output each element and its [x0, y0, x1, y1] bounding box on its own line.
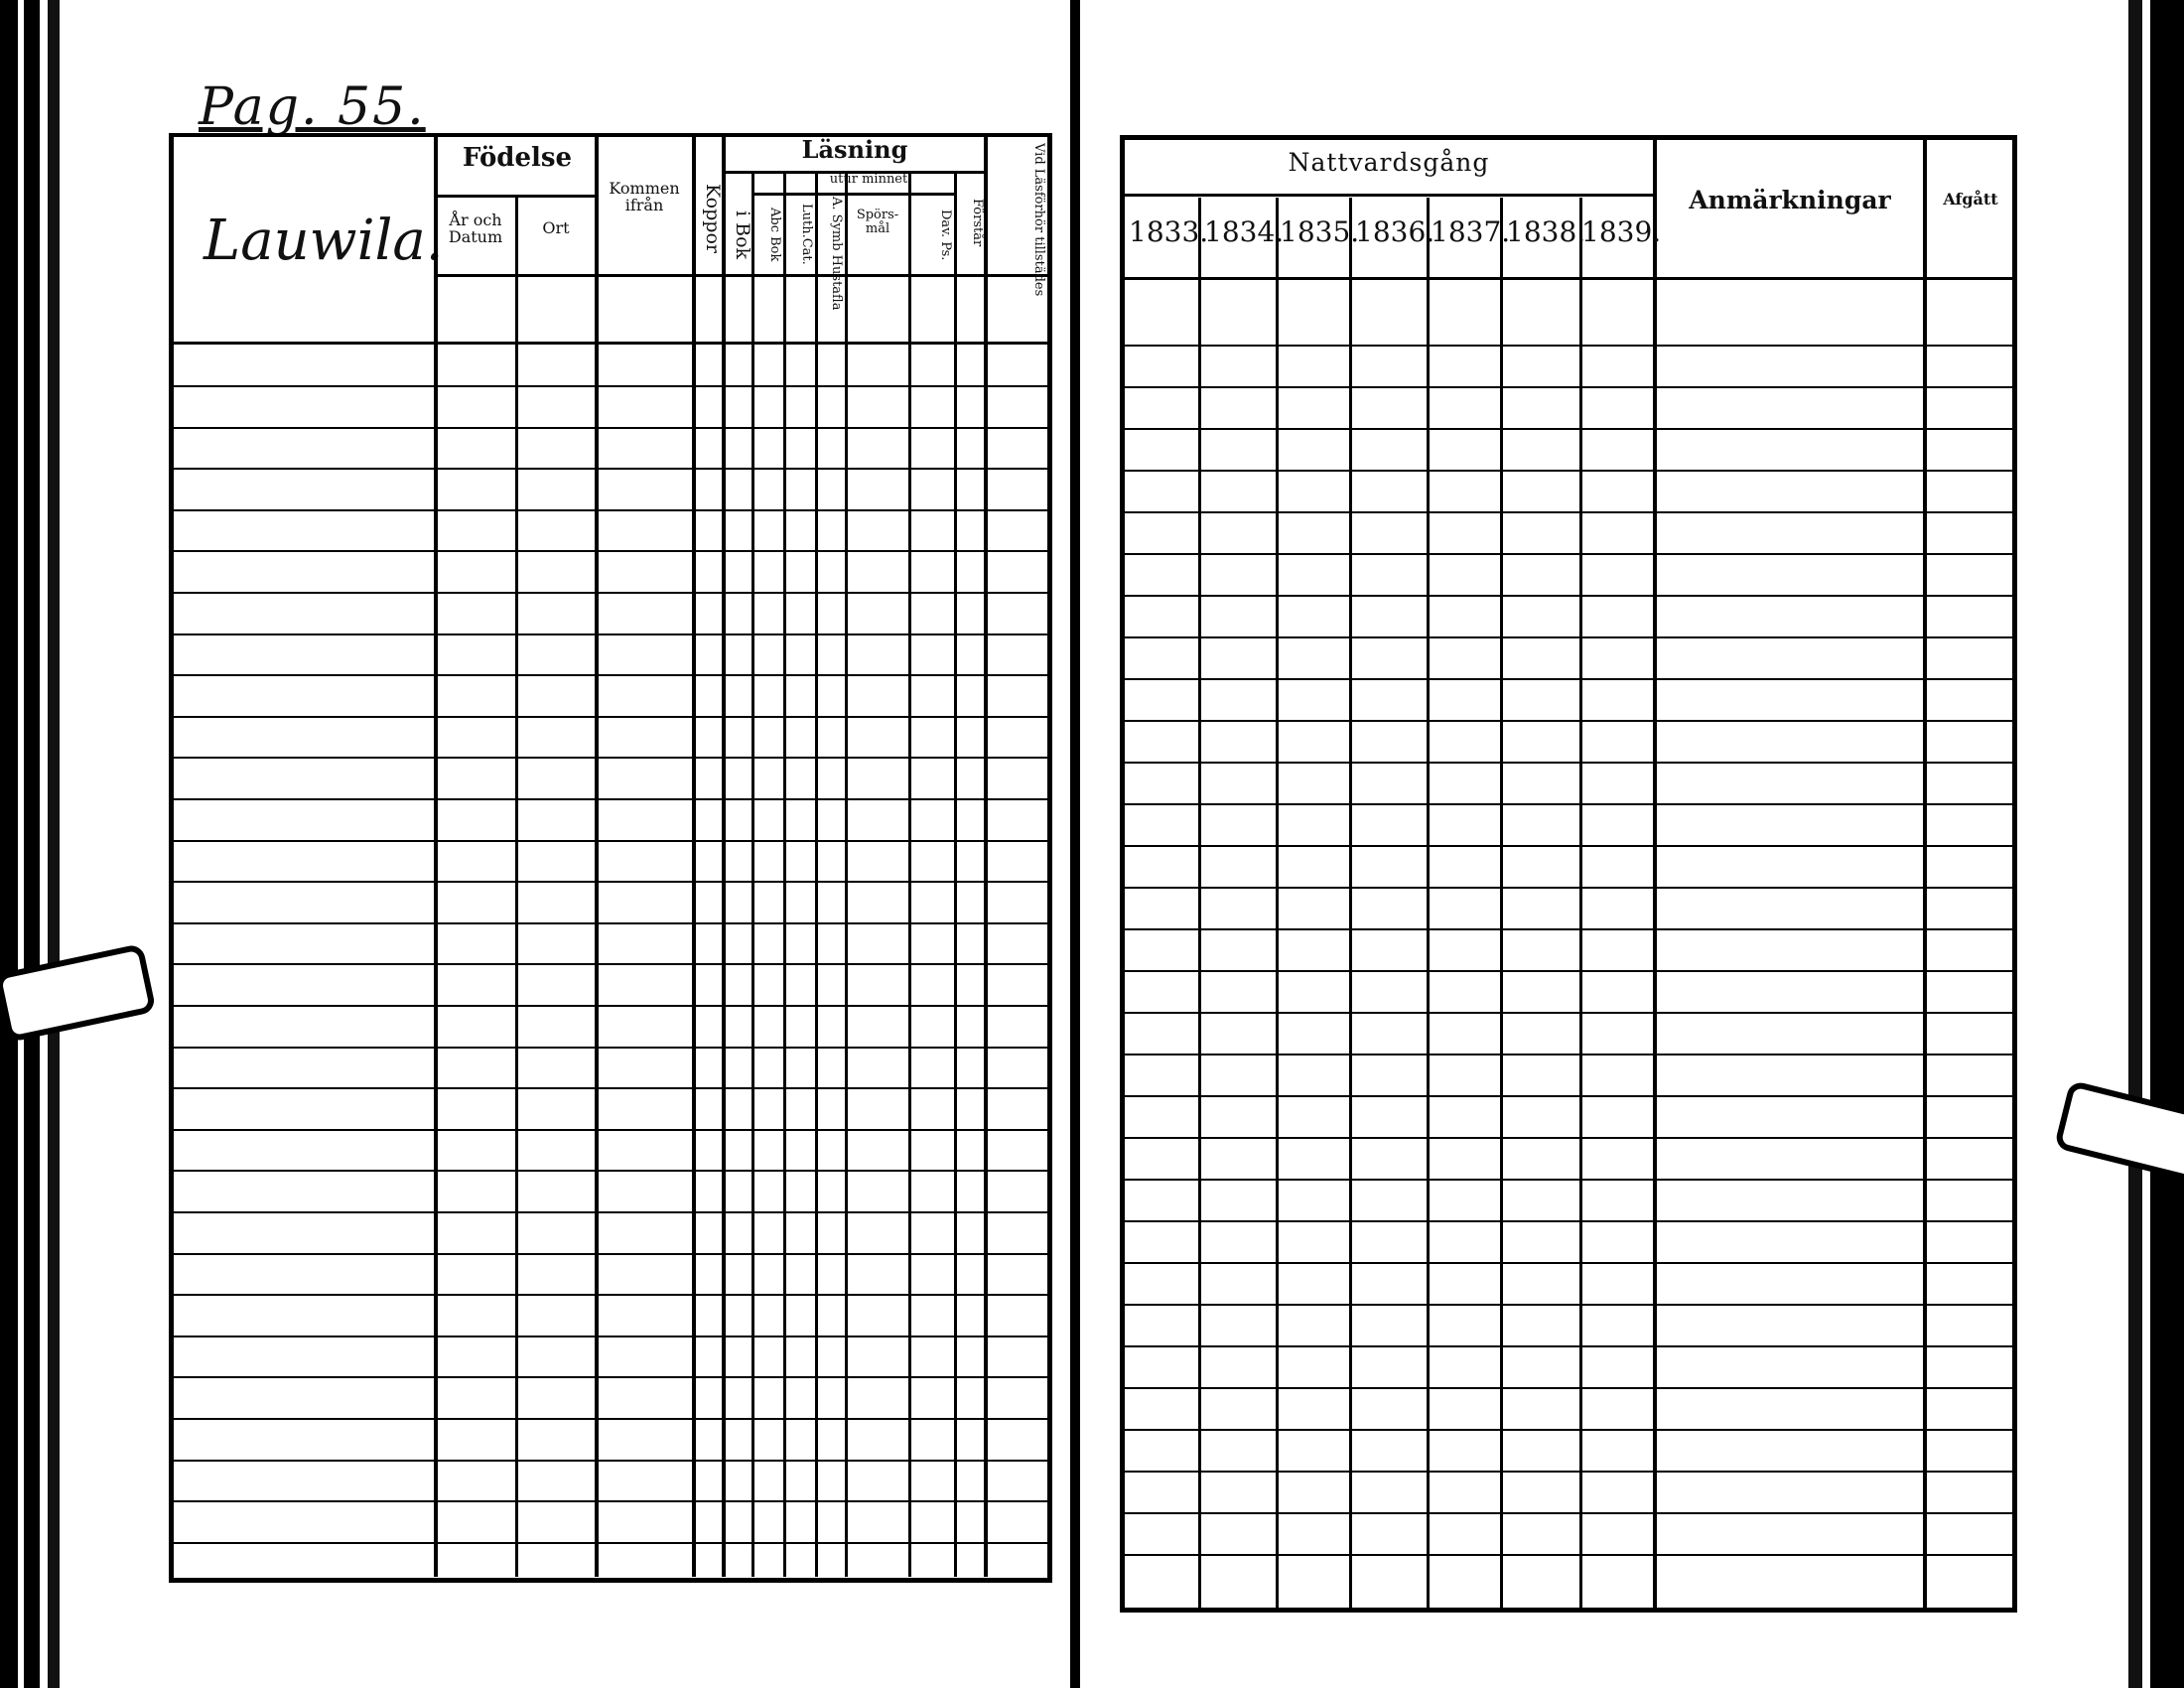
header-came-from: Kommen ifrån [609, 179, 680, 214]
table-row [174, 468, 1047, 470]
year-1839: 1839. [1581, 215, 1662, 248]
header-from-memory: utur minnet [829, 172, 908, 187]
table-row [1125, 845, 2014, 847]
village-name: Lauwila. [204, 209, 444, 273]
col-divider [434, 137, 438, 1577]
table-row [174, 550, 1047, 552]
table-row [1125, 803, 2014, 805]
table-row [1125, 470, 2014, 472]
right-register-table [1120, 135, 2017, 1613]
col-divider [515, 195, 518, 1577]
year-1837: 1837. [1431, 215, 1511, 248]
header-bottom-rule [1125, 277, 2014, 280]
header-in-book: i Bok [732, 211, 753, 260]
year-1834: 1834. [1204, 215, 1285, 248]
col-divider [722, 137, 726, 1577]
header-symbolic-books: A. Symb Hustafla [829, 197, 844, 311]
table-row [174, 1542, 1047, 1544]
header-departed: Afgått [1943, 190, 1998, 209]
year-1835: 1835. [1280, 215, 1360, 248]
table-row [174, 1087, 1047, 1089]
table-row [174, 716, 1047, 718]
col-divider [783, 173, 786, 1577]
table-row [174, 1170, 1047, 1172]
table-row [1125, 1345, 2014, 1347]
table-row [174, 1336, 1047, 1337]
header-communion: Nattvardsgång [1288, 148, 1490, 177]
table-row [1125, 1054, 2014, 1055]
table-row [174, 1129, 1047, 1131]
header-rule [1125, 194, 1657, 197]
header-smallpox: Koppor [702, 184, 724, 253]
table-row [174, 1294, 1047, 1296]
col-divider [954, 173, 957, 1577]
col-divider [908, 173, 911, 1577]
table-row [174, 1253, 1047, 1255]
table-row [1125, 553, 2014, 555]
header-understanding: Förstår [970, 198, 985, 247]
header-bottom-rule-name [174, 342, 1047, 345]
header-questions: Spörs-mål [856, 208, 899, 236]
table-row [1125, 1304, 2014, 1306]
table-row [174, 674, 1047, 676]
table-row [1125, 887, 2014, 889]
col-divider [1579, 198, 1582, 1608]
year-1833: 1833. [1129, 215, 1209, 248]
scan-edge-right [2115, 0, 2184, 1688]
table-row [174, 757, 1047, 759]
table-row [174, 963, 1047, 965]
table-row [174, 1211, 1047, 1213]
table-row [174, 1460, 1047, 1462]
table-row [1125, 511, 2014, 513]
table-row [1125, 1095, 2014, 1097]
table-row [174, 592, 1047, 594]
table-row [1125, 428, 2014, 430]
table-row [174, 881, 1047, 883]
col-divider [1500, 198, 1503, 1608]
table-row [174, 509, 1047, 511]
table-row [1125, 1554, 2014, 1556]
col-divider [1276, 198, 1279, 1608]
table-row [174, 1500, 1047, 1502]
year-1838: 1838. [1506, 215, 1586, 248]
col-divider [1349, 198, 1352, 1608]
col-divider [751, 173, 754, 1577]
table-row [1125, 1262, 2014, 1264]
page-number: Pag. 55. [199, 77, 426, 137]
table-row [1125, 762, 2014, 764]
book-spine [1070, 0, 1080, 1688]
header-rule [751, 193, 956, 196]
table-row [174, 1376, 1047, 1378]
table-row [1125, 1387, 2014, 1389]
header-reading: Läsning [801, 135, 908, 164]
table-row [1125, 1471, 2014, 1473]
header-luther-catechism: Luth.Cat. [799, 204, 814, 265]
table-row [174, 385, 1047, 387]
col-divider [815, 173, 818, 1577]
header-rule [438, 195, 595, 198]
table-row [174, 633, 1047, 635]
table-row [174, 1418, 1047, 1420]
col-divider [1427, 198, 1430, 1608]
table-row [1125, 636, 2014, 638]
table-row [174, 922, 1047, 924]
header-birth-place: Ort [542, 218, 570, 237]
header-psalms: Dav. Ps. [938, 210, 953, 261]
scan-edge-left [0, 0, 69, 1688]
table-row [1125, 386, 2014, 388]
col-divider [692, 137, 696, 1577]
col-divider [1198, 198, 1201, 1608]
table-row [1125, 1429, 2014, 1431]
table-row [1125, 595, 2014, 597]
table-row [174, 798, 1047, 800]
col-divider [845, 173, 848, 1577]
table-row [174, 1005, 1047, 1007]
table-row [174, 427, 1047, 429]
year-1836: 1836. [1355, 215, 1435, 248]
table-row [1125, 345, 2014, 347]
table-row [1125, 1137, 2014, 1139]
col-divider [595, 137, 599, 1577]
header-remarks: Anmärkningar [1689, 186, 1891, 214]
header-birth-date: År och Datum [448, 211, 503, 246]
header-bottom-rule [434, 274, 1047, 277]
table-row [1125, 1012, 2014, 1014]
left-register-table [169, 133, 1052, 1583]
header-abc-book: Abc Bok [767, 207, 782, 262]
table-row [1125, 1220, 2014, 1222]
col-divider [984, 137, 988, 1577]
table-row [1125, 970, 2014, 972]
table-row [1125, 1512, 2014, 1514]
table-row [174, 840, 1047, 842]
table-row [1125, 720, 2014, 722]
table-row [1125, 928, 2014, 930]
table-row [1125, 678, 2014, 680]
header-admitted: Vid Läsförhör tillstädes [1031, 143, 1046, 297]
table-row [1125, 1179, 2014, 1181]
header-birth: Födelse [462, 143, 573, 173]
table-row [174, 1047, 1047, 1049]
